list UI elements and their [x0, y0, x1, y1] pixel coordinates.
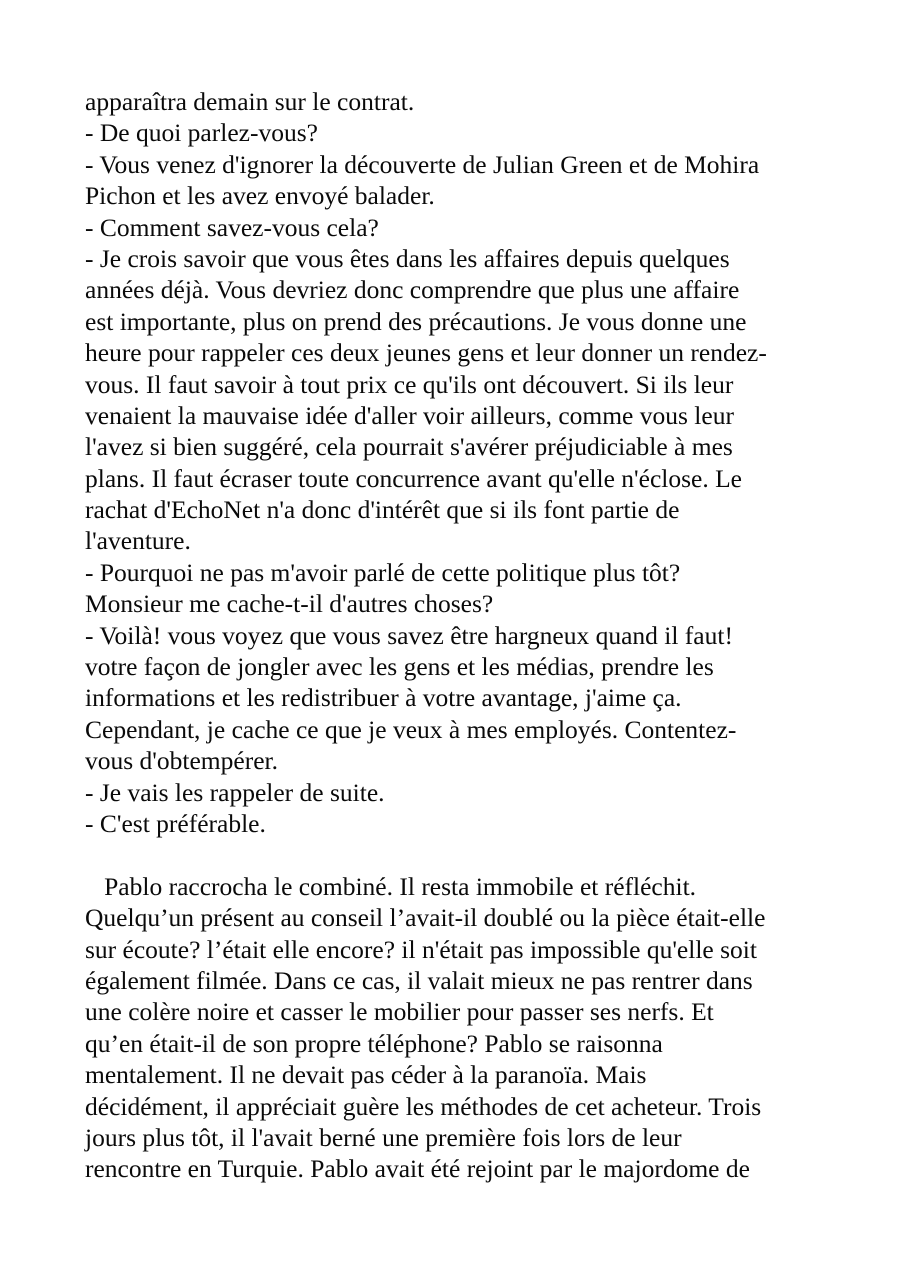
text-line: rachat d'EchoNet n'a donc d'intérêt que si ils font partie de: [85, 495, 680, 525]
text-line: Pichon et les avez envoyé balader.: [85, 181, 435, 211]
text-line: mentalement. Il ne devait pas céder à la paranoïa. Mais: [85, 1060, 647, 1090]
text-line: Cependant, je cache ce que je veux à mes employés. Contentez-: [85, 714, 737, 744]
text-line: vous d'obtempérer.: [85, 746, 278, 776]
text-line: l'aventure.: [85, 526, 191, 556]
text-line: rencontre en Turquie. Pablo avait été rejoint par le majordome de: [85, 1154, 750, 1184]
text-line: apparaîtra demain sur le contrat.: [85, 87, 415, 116]
text-line: - Pourquoi ne pas m'avoir parlé de cette politique plus tôt?: [85, 557, 681, 587]
text-line: informations et les redistribuer à votre avantage, j'aime ça.: [85, 683, 682, 713]
text-line: - Voilà! vous voyez que vous savez être hargneux quand il faut!: [85, 620, 733, 650]
text-line: - Vous venez d'ignorer la découverte de Julian Green et de Mohira: [85, 149, 760, 179]
text-line: qu’en était-il de son propre téléphone? Pablo se raisonna: [85, 1028, 663, 1058]
text-line: Quelqu’un présent au conseil l’avait-il doublé ou la pièce était-elle: [85, 903, 766, 933]
text-line: une colère noire et casser le mobilier pour passer ses nerfs. Et: [85, 997, 714, 1027]
text-line: - Je crois savoir que vous êtes dans les affaires depuis quelques: [85, 243, 730, 273]
text-line: sur écoute? l’était elle encore? il n'était pas impossible qu'elle soit: [85, 934, 757, 964]
text-line: également filmée. Dans ce cas, il valait mieux ne pas rentrer dans: [85, 965, 753, 995]
text-line: - De quoi parlez-vous?: [85, 118, 318, 148]
text-line: jours plus tôt, il l'avait berné une première fois lors de leur: [85, 1122, 682, 1152]
text-line: l'avez si bien suggéré, cela pourrait s'avérer préjudiciable à mes: [85, 432, 733, 462]
text-line: décidément, il appréciait guère les méthodes de cet acheteur. Trois: [85, 1091, 762, 1121]
text-line: vous. Il faut savoir à tout prix ce qu'ils ont découvert. Si ils leur: [85, 369, 734, 399]
text-line: Pablo raccrocha le combiné. Il resta immobile et réfléchit.: [85, 871, 697, 901]
text-line: - Je vais les rappeler de suite.: [85, 777, 385, 807]
text-line: années déjà. Vous devriez donc comprendre que plus une affaire: [85, 275, 740, 305]
text-line: votre façon de jongler avec les gens et les médias, prendre les: [85, 652, 714, 682]
text-line: - Comment savez-vous cela?: [85, 212, 379, 242]
text-line: heure pour rappeler ces deux jeunes gens et leur donner un rendez-: [85, 338, 767, 368]
page-text: [85, 86, 827, 1185]
text-line: Monsieur me cache-t-il d'autres choses?: [85, 589, 494, 619]
text-line: - C'est préférable.: [85, 808, 266, 838]
text-line: [85, 839, 827, 870]
text-line: plans. Il faut écraser toute concurrence avant qu'elle n'éclose. Le: [85, 463, 742, 493]
text-line: est importante, plus on prend des précautions. Je vous donne une: [85, 306, 747, 336]
text-line: venaient la mauvaise idée d'aller voir ailleurs, comme vous leur: [85, 400, 734, 430]
